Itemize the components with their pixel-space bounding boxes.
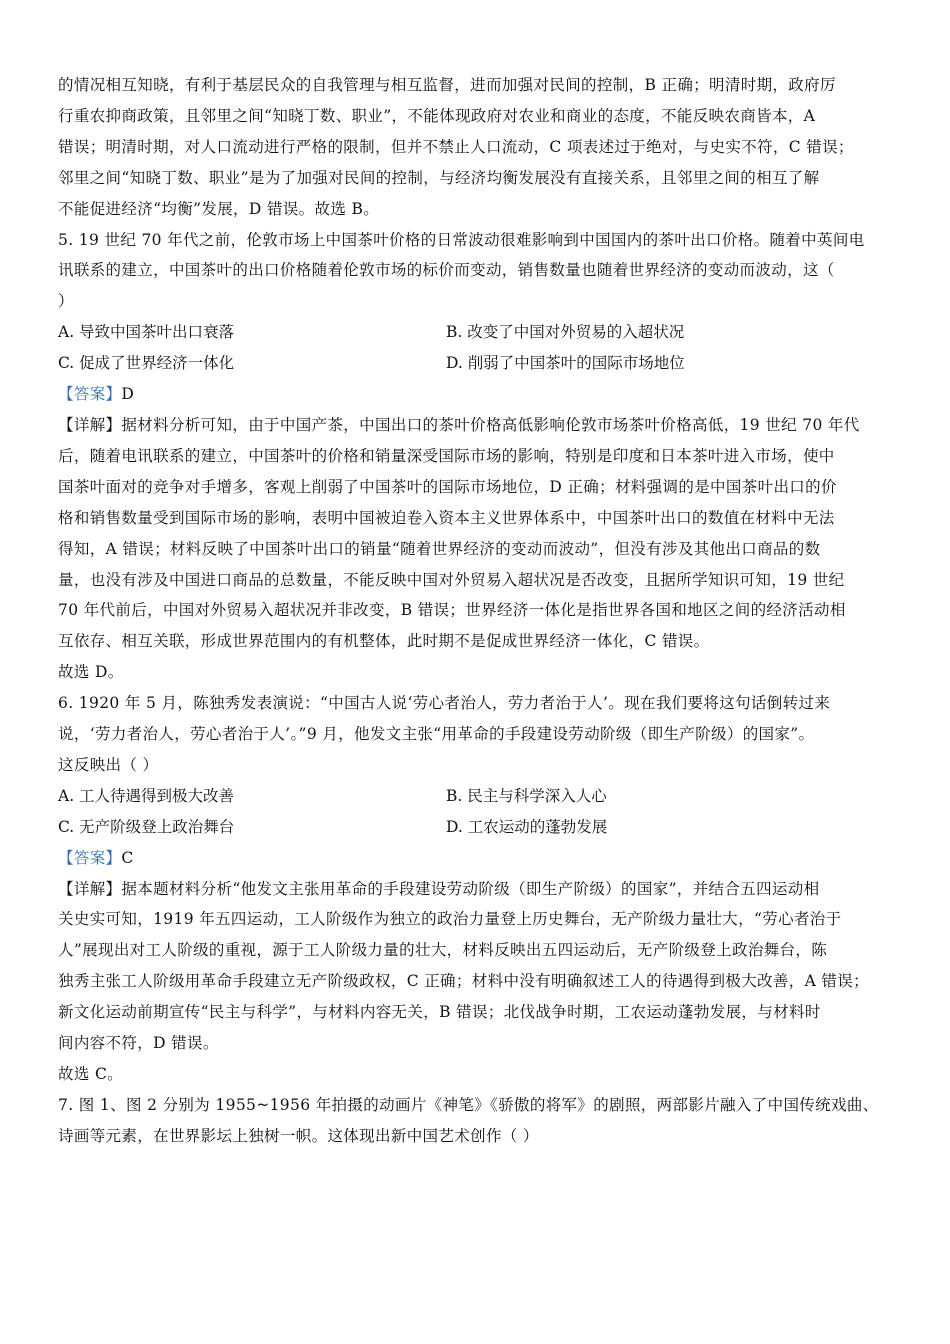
question-stem-line: 这反映出（ ）	[58, 755, 159, 774]
detail-tag: 【详解】	[58, 415, 122, 434]
detail-tag: 【详解】	[58, 879, 122, 898]
conclusion-line: 故选 C。	[58, 1065, 124, 1083]
text-line: 邻里之间“知晓丁数、职业”是为了加强对民间的控制，与经济均衡发展没有直接关系，且邻里之间的相互了解	[58, 168, 820, 187]
answer-line	[58, 379, 900, 410]
answer-value: D	[121, 385, 135, 404]
text-line: 的情况相互知晓，有利于基层民众的自我管理与相互监督，进而加强对民间的控制，B 正确；明清时期，政府厉	[58, 76, 836, 94]
conclusion-line: 故选 D。	[58, 663, 124, 682]
detail-line: 后，随着电讯联系的建立，中国茶叶的价格和销量深受国际市场的影响，特别是印度和日本茶叶进入市场，使中	[58, 446, 835, 465]
text-line: 行重农抑商政策，且邻里之间“知晓丁数、职业”，不能体现政府对农业和商业的态度，不能反映农商皆本，A	[58, 106, 816, 125]
detail-line: 得知，A 错误；材料反映了中国茶叶出口的销量“随着世界经济的变动而波动”，但没有涉及其他出口商品的数	[58, 539, 821, 558]
option-d: D. 削弱了中国茶叶的国际市场地位	[446, 354, 685, 373]
detail-line: 关史实可知，1919 年五四运动，工人阶级作为独立的政治力量登上历史舞台，无产阶级力量壮大，“劳心者治于	[58, 910, 842, 929]
question-7	[58, 1090, 900, 1152]
question-6	[58, 688, 900, 1090]
detail-line: 格和销售数量受到国际市场的影响，表明中国被迫卷入资本主义世界体系中，中国茶叶出口的数值在材料中无法	[58, 508, 835, 527]
question-stem-line: 诗画等元素，在世界影坛上独树一帜。这体现出新中国艺术创作（ ）	[58, 1126, 539, 1145]
detail-line: 间内容不符，D 错误。	[58, 1034, 219, 1053]
detail-line: 互依存、相互关联，形成世界范围内的有机整体，此时期不是促成世界经济一体化，C 错误。	[58, 632, 710, 651]
answer-tag: 【答案】	[58, 848, 122, 867]
detail-line: 新文化运动前期宣传“民主与科学”，与材料内容无关，B 错误；北伐战争时期，工农运动蓬勃发展，与材料时	[58, 1003, 821, 1022]
options-row	[58, 317, 900, 348]
question-5	[58, 225, 900, 689]
options-row	[58, 812, 900, 843]
option-c: C. 无产阶级登上政治舞台	[58, 817, 235, 836]
answer-value: C	[121, 848, 134, 867]
detail-line: 人”展现出对工人阶级的重视，源于工人阶级力量的壮大，材料反映出五四运动后，无产阶级登上政治舞台，陈	[58, 941, 828, 960]
detail-text: 据材料分析可知，由于中国产茶，中国出口的茶叶价格高低影响伦敦市场茶叶价格高低，19 世纪 70 年代	[121, 415, 860, 434]
detail-line	[58, 410, 900, 441]
question-stem-line: 7. 图 1、图 2 分别为 1955~1956 年拍摄的动画片《神笔》《骄傲的将军》的剧照，两部影片融入了中国传统戏曲、	[58, 1095, 879, 1114]
detail-line: 国茶叶面对的竞争对手增多，客观上削弱了中国茶叶的国际市场地位，D 正确；材料强调的是中国茶叶出口的价	[58, 477, 837, 496]
detail-line	[58, 874, 900, 905]
prev-explanation	[58, 70, 900, 225]
detail-line: 独秀主张工人阶级用革命手段建立无产阶级政权，C 正确；材料中没有明确叙述工人的待遇得到极大改善，A 错误；	[58, 972, 869, 991]
option-b: B. 民主与科学深入人心	[446, 786, 607, 805]
option-d: D. 工农运动的蓬勃发展	[446, 817, 608, 836]
text-line: 错误；明清时期，对人口流动进行严格的限制，但并不禁止人口流动，C 项表述过于绝对，与史实不符，C 错误；	[58, 137, 854, 156]
question-stem-line: 6. 1920 年 5 月，陈独秀发表演说：“中国古人说‘劳心者治人，劳力者治于人’。现在我们要将这句话倒转过来	[58, 694, 831, 713]
text-line: 不能促进经济“均衡”发展，D 错误。故选 B。	[58, 199, 380, 218]
question-stem-line: 讯联系的建立，中国茶叶的出口价格随着伦敦市场的标价而变动，销售数量也随着世界经济的变动而波动，这（	[58, 261, 835, 280]
question-stem-line: 5. 19 世纪 70 年代之前，伦敦市场上中国茶叶价格的日常波动很难影响到中国国内的茶叶出口价格。随着中英间电	[58, 230, 865, 249]
option-a: A. 工人待遇得到极大改善	[58, 786, 235, 805]
answer-line	[58, 843, 900, 874]
document-page	[58, 70, 900, 1152]
answer-tag: 【答案】	[58, 385, 122, 404]
option-a: A. 导致中国茶叶出口衰落	[58, 323, 235, 342]
detail-line: 70 年代前后，中国对外贸易入超状况并非改变，B 错误；世界经济一体化是指世界各国和地区之间的经济活动相	[58, 601, 846, 620]
question-stem-line: ）	[58, 292, 74, 311]
question-stem-line: 说，‘劳力者治人，劳心者治于人’。”9 月，他发文主张“用革命的手段建设劳动阶级（即生产阶级）的国家”。	[58, 725, 815, 744]
detail-line: 量，也没有涉及中国进口商品的总数量，不能反映中国对外贸易入超状况是否改变，且据所学知识可知，19 世纪	[58, 570, 845, 589]
detail-text: 据本题材料分析“他发文主张用革命的手段建设劳动阶级（即生产阶级）的国家”，并结合五四运动相	[121, 879, 820, 898]
option-c: C. 促成了世界经济一体化	[58, 354, 235, 373]
option-b: B. 改变了中国对外贸易的入超状况	[446, 323, 685, 342]
options-row	[58, 348, 900, 379]
options-row	[58, 781, 900, 812]
